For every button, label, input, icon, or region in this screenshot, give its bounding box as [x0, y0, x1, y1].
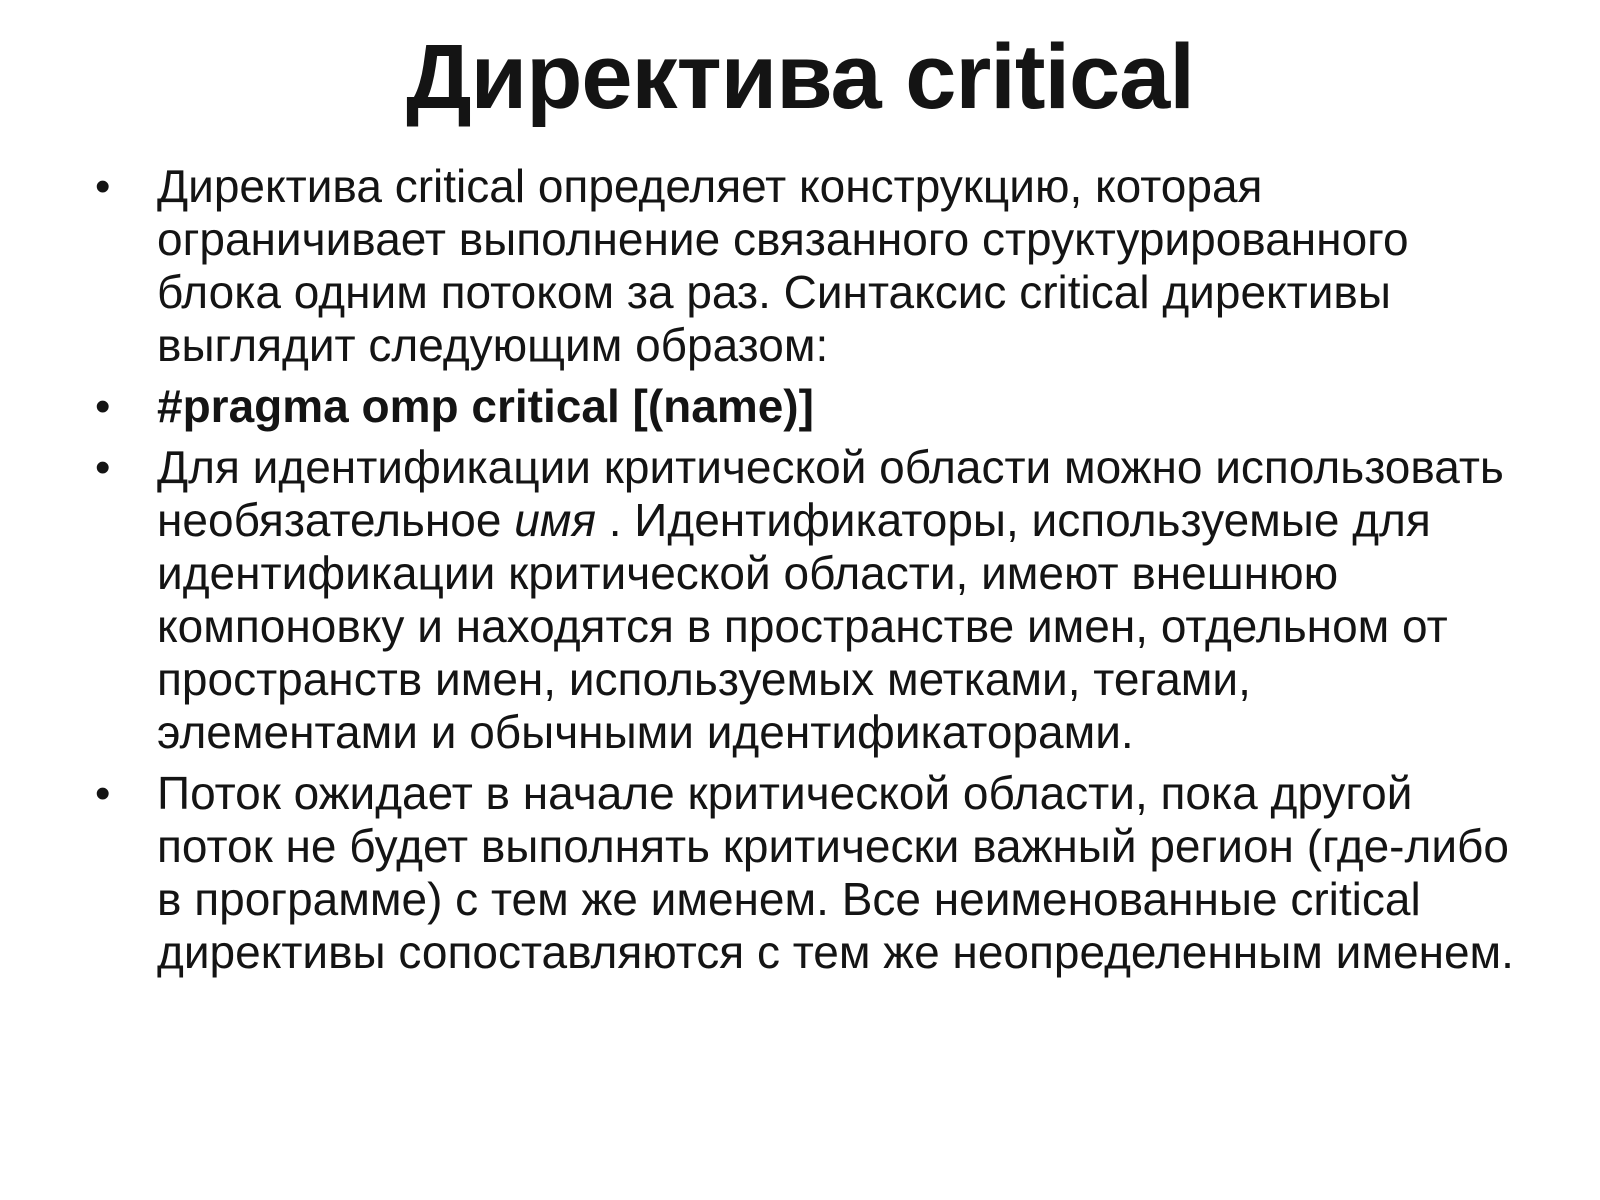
bullet-text-definition: Директива critical определяет конструкцию, которая ограничивает выполнение связанного структурированного блока одним потоком за раз. Синтаксис critical директивы выглядит следующим образом:: [157, 160, 1409, 371]
bullet-item-waiting: [95, 767, 1515, 979]
bullet-list: [95, 160, 1515, 987]
bullet-text-syntax: #pragma omp critical [(name)]: [157, 380, 814, 432]
slide-title: Директива critical: [406, 26, 1194, 128]
bullet-text-waiting: Поток ожидает в начале критической области, пока другой поток не будет выполнять критически важный регион (где-либо в программе) с тем же именем. Все неименованные critical директивы сопоставляются с тем же неопределенным именем.: [157, 767, 1514, 978]
bullet-text-name: [157, 441, 1504, 758]
bullet-marker: •: [95, 443, 111, 492]
bullet-item-name: [95, 441, 1515, 759]
bullet-marker: •: [95, 769, 111, 818]
bullet-item-syntax: [95, 380, 1515, 433]
bullet-marker: •: [95, 382, 111, 431]
bullet-marker: •: [95, 162, 111, 211]
bullet-text-name-after: . Идентификаторы, используемые для идентификации критической области, имеют внешнюю компоновку и находятся в пространстве имен, отдельном от пространств имен, используемых метками, тегами, элементами и обычными идентификаторами.: [157, 494, 1448, 758]
bullet-text-name-emphasis: имя: [514, 494, 596, 546]
bullet-text-name-before: Для идентификации критической области можно использовать необязательное: [157, 441, 1504, 546]
bullet-item-definition: [95, 160, 1515, 372]
